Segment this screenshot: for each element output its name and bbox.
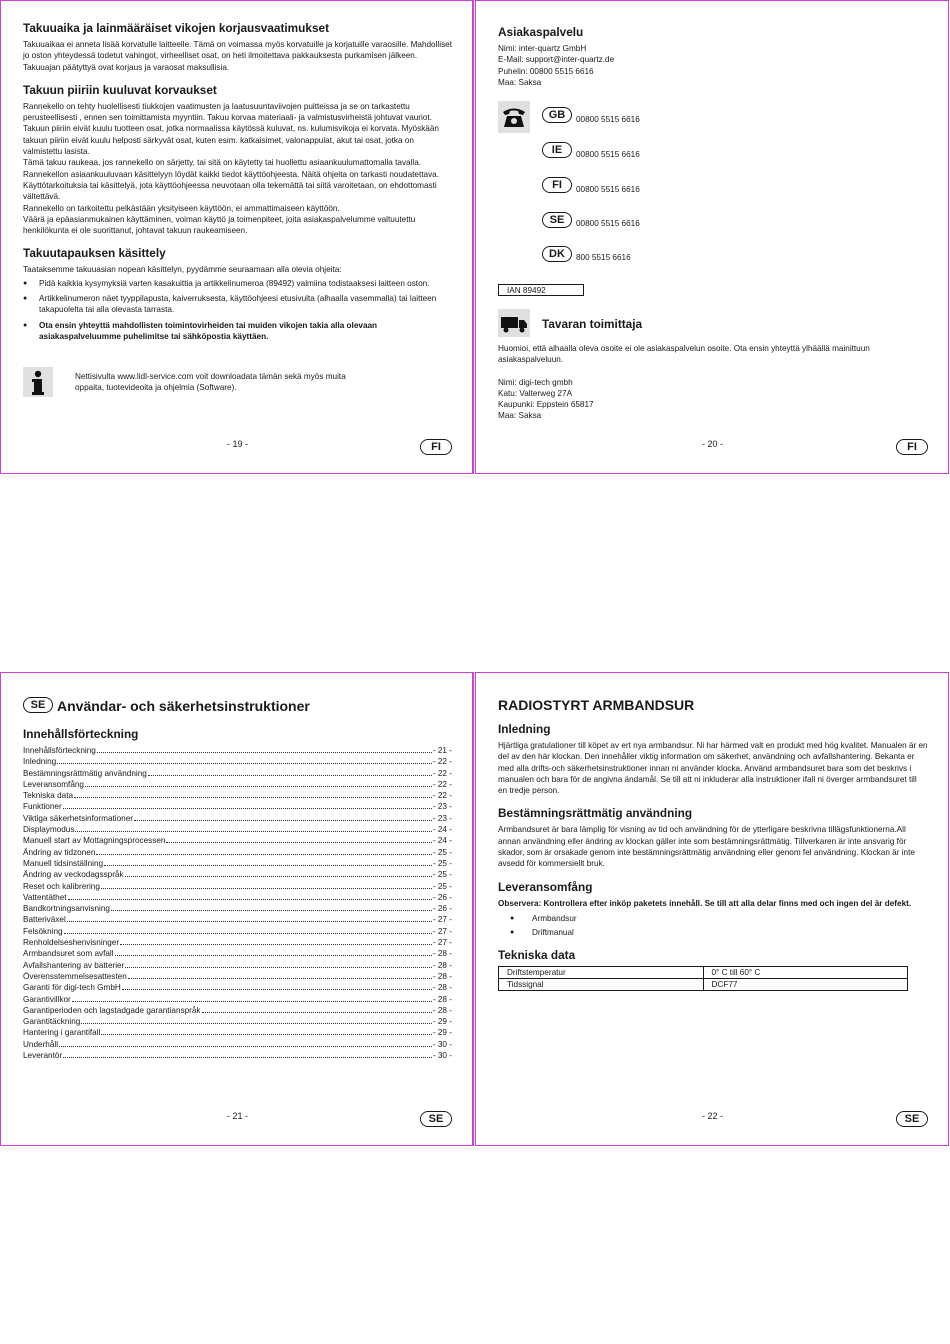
toc-row (23, 971, 452, 982)
bullet-list (23, 278, 452, 342)
phone-number: 00800 5515 6616 (576, 219, 640, 228)
toc-page: - 22 - (432, 791, 452, 801)
toc-row (23, 745, 452, 756)
toc-dots (63, 808, 432, 809)
paragraph: Observera: Kontrollera efter inköp paketets innehåll. Se till att alla delar finns med och ingen del är defekt. (498, 898, 912, 908)
toc-label: Tekniska data (23, 791, 74, 801)
toc-row (23, 926, 452, 937)
toc-dots (74, 797, 432, 798)
toc-row (23, 801, 452, 812)
toc-row (23, 824, 452, 835)
toc-row (23, 1050, 452, 1061)
page-19-content (23, 21, 452, 346)
paragraph: Huomioi, että alhaalla oleva osoite ei ole asiakaspalvelun osoite. Ota ensin yhteyttä ylhäällä mainittuun asiakaspalveluun. (498, 344, 870, 365)
toc-dots (59, 1046, 432, 1047)
toc-row (23, 1016, 452, 1027)
contact-phone: Puhelin: 00800 5515 6616 (498, 66, 594, 76)
toc-row (23, 881, 452, 892)
supplier-content (498, 343, 928, 422)
toc-dots (72, 1001, 432, 1002)
toc-page: - 25 - (432, 847, 452, 857)
toc-dots (125, 967, 432, 968)
page-title: Användar- och säkerhetsinstruktioner (57, 698, 310, 714)
supplier-name: Nimi: digi-tech gmbh (498, 377, 573, 387)
toc-row (23, 937, 452, 948)
toc-page: - 25 - (432, 870, 452, 880)
toc-page: - 23 - (432, 813, 452, 823)
heading-scope-of-delivery: Leveransomfång (498, 879, 593, 894)
paragraph: Takuuaikaa ei anneta lisää korvatulle laitteelle. Tämä on voimassa myös korvatuille ja korjatuille varaosille. Mahdolliset jo oston yhteydessä todetut vahingot, virheelliset osat, on heti ilmoitettava pakkauksesta purkamisen jälkeen. Takuuajan päätyttyä ovat korjaus ja varaosat maksullisia. (23, 40, 452, 72)
phone-number: 00800 5515 6616 (576, 150, 640, 159)
paragraph: Rannekello on tehty huolellisesti tiukkojen vaatimusten ja laatusuuntaviivojen puitteissa ja se on tarkastettu perusteellisesti , ennen sen toimittamista myyntiin. Takuu korvaa materiaali- ja valmistusvirheistä johtuvat vauriot. (23, 101, 432, 123)
toc-row (23, 994, 452, 1005)
toc-page: - 28 - (432, 983, 452, 993)
truck-icon (498, 309, 530, 337)
toc-label: Garanti för digi-tech GmbH (23, 983, 121, 993)
info-text: Nettisivulta www.lidl-service.com voit downloadata tämän sekä myös muita oppaita, tuotevideoita ja ohjelmia (Software). (75, 372, 346, 393)
contact-email: E-Mail: support@inter-quartz.de (498, 55, 615, 65)
toc-row (23, 790, 452, 801)
toc-dots (67, 921, 432, 922)
toc-dots (68, 899, 432, 900)
toc-page: - 25 - (432, 881, 452, 891)
toc-row (23, 869, 452, 880)
paragraph: Rannekello on tarkoitettu pelkästään yksityiseen käyttöön, ei ammattimaiseen käyttöön. (23, 203, 340, 213)
paragraph: Tämä takuu raukeaa, jos rannekello on särjetty, tai sitä on käytetty tai huollettu asiaankuulumattomalla tavalla. (23, 158, 422, 168)
toc-label: Vattentäthet (23, 892, 67, 902)
country-badge: DK (542, 246, 572, 262)
toc-page: - 30 - (432, 1039, 452, 1049)
toc-page: - 22 - (432, 757, 452, 767)
phone-number: 00800 5515 6616 (576, 115, 640, 124)
table-row (499, 978, 908, 990)
toc-page: - 23 - (432, 802, 452, 812)
toc-dots (115, 955, 432, 956)
contact-name: Nimi: inter-quartz GmbH (498, 44, 587, 53)
paragraph: Takuun piiriin eivät kuulu tuotteen osat, jotka normaalissa käytössä kuluvat, ns. kulumisvikoja ei korvata. Myöskään takuun piiriin eivät kuulu helposti särkyvät osat, kuten esim. katkaisimet, valonappulat, akut tai osat, jotka on valmistettu lasista. (23, 124, 439, 157)
toc-dots (63, 1057, 432, 1058)
supplier-city: Kaupunki: Eppstein 65817 (498, 400, 594, 410)
toc-page: - 28 - (432, 949, 452, 959)
toc-dots (122, 989, 432, 990)
toc-label: Reset och kalibrering (23, 881, 100, 891)
phone-number: 800 5515 6616 (576, 253, 631, 262)
language-badge: SE (23, 697, 53, 713)
page-21 (0, 672, 474, 1146)
toc-label: Felsökning (23, 926, 63, 936)
heading-supplier: Tavaran toimittaja (542, 317, 643, 331)
page-20 (475, 0, 949, 474)
toc-label: Ändring av tidzonen (23, 847, 96, 857)
table-cell: Tidssignal (499, 978, 704, 990)
toc-dots (104, 865, 432, 866)
paragraph: Rannekellon asiaankuuluvaan käsittelyyn löydät kaikki tiedot käyttöohjeesta. Näitä ohjeita on tarkasti noudatettava. (23, 169, 439, 179)
toc-row (23, 779, 452, 790)
toc-label: Garantivillkor (23, 994, 71, 1004)
heading-warranty-coverage: Takuun piiriin kuuluvat korvaukset (23, 82, 217, 97)
page-number: - 19 - (227, 439, 249, 449)
table-row (499, 966, 908, 978)
phone-number: 00800 5515 6616 (576, 185, 640, 194)
page-title: RADIOSTYRT ARMBANDSUR (498, 697, 695, 713)
toc-label: Renholdelseshenvisninger (23, 938, 120, 948)
supplier-street: Katu: Valterweg 27A (498, 388, 573, 398)
toc-page: - 28 - (432, 960, 452, 970)
toc-page: - 26 - (432, 904, 452, 914)
ian-box: IAN 89492 (498, 284, 584, 296)
toc-label: Underhåll (23, 1039, 59, 1049)
toc-page: - 24 - (432, 825, 452, 835)
list-item: ● Pidä kaikkia kysymyksiä varten kasakuittia ja artikkelinumeroa (89492) valmiina todistaaksesi laitteen oston. (23, 278, 452, 289)
toc-row (23, 847, 452, 858)
toc-page: - 29 - (432, 1028, 452, 1038)
toc-page: - 27 - (432, 926, 452, 936)
toc-label: Garantitäckning (23, 1017, 81, 1027)
toc-page: - 26 - (432, 892, 452, 902)
page-19 (0, 0, 474, 474)
toc-page: - 30 - (432, 1051, 452, 1061)
toc-dots (85, 786, 432, 787)
toc-page: - 28 - (432, 994, 452, 1004)
toc-row (23, 903, 452, 914)
table-cell: DCF77 (703, 978, 908, 990)
toc-row (23, 835, 452, 846)
toc-row (23, 1027, 452, 1038)
supplier-country: Maa: Saksa (498, 411, 542, 421)
toc-label: Funktioner (23, 802, 62, 812)
toc-label: Bestämningsrättmätig användning (23, 768, 147, 778)
toc-label: Ändring av veckodagsspråk (23, 870, 124, 880)
toc-row (23, 960, 452, 971)
toc-page: - 22 - (432, 768, 452, 778)
toc-dots (125, 876, 432, 877)
toc-dots (81, 1023, 432, 1024)
toc-label: Överensstemmelsesattesten (23, 971, 127, 981)
toc-dots (148, 775, 432, 776)
toc-dots (202, 1012, 432, 1013)
language-badge: SE (420, 1111, 452, 1127)
page-number: - 21 - (227, 1111, 249, 1121)
toc-list (23, 745, 452, 1061)
toc-page: - 22 - (432, 779, 452, 789)
toc-label: Displaymodus (23, 825, 75, 835)
toc-page: - 29 - (432, 1017, 452, 1027)
page-number: - 22 - (702, 1111, 724, 1121)
list-item: ● Armbandsur (498, 913, 928, 924)
toc-dots (120, 944, 432, 945)
toc-label: Leverantör (23, 1051, 63, 1061)
toc-row (23, 1005, 452, 1016)
page-number: - 20 - (702, 439, 724, 449)
toc-page: - 21 - (432, 746, 452, 755)
toc-dots (101, 1034, 432, 1035)
toc-label: Manuell start av Mottagningsprocessen (23, 836, 166, 846)
toc-dots (166, 842, 431, 843)
heading-toc: Innehållsförteckning (23, 727, 139, 741)
country-badge: IE (542, 142, 572, 158)
country-badge: SE (542, 212, 572, 228)
toc-label: Hantering i garantifall (23, 1028, 101, 1038)
table-cell: Driftstemperatur (499, 966, 704, 978)
toc-dots (96, 854, 432, 855)
toc-page: - 27 - (432, 915, 452, 925)
list-item: ● Driftmanual (498, 927, 928, 938)
toc-label: Garantiperioden och lagstadgade garantianspråk (23, 1005, 201, 1015)
toc-page: - 28 - (432, 1005, 452, 1015)
paragraph: Hjärtliga gratulationer till köpet av ert nya armbandsur. Ni har härmed valt en produkt med hög kvalitet. Manualen är en del av den här klockan. Den innehåller viktig information om säkerhet, användning och avfallshantering. Bekanta er med alla drifts-och säkerhetsinstruktioner innan ni använder klocka. Använd armbandsuret bara som det beskrivs i manualen och bara för de angivna ändamål. Se till att ni inkluderar alla instruktioner ifall ni överger armbandsuret till en tredje person. (498, 741, 928, 796)
toc-page: - 28 - (432, 971, 452, 981)
toc-label: Armbandsuret som avfall (23, 949, 114, 959)
language-badge: FI (896, 439, 928, 455)
heading-intended-use: Bestämningsrättmätig användning (498, 806, 693, 821)
paragraph: Väärä ja epäasianmukainen käyttäminen, voiman käyttö ja toimenpiteet, joita asiakaspalvelumme valtuutettu henkilökunta ei ole suorittanut, johtavat takuun raukeamiseen. (23, 214, 416, 236)
toc-row (23, 858, 452, 869)
toc-page: - 24 - (432, 836, 452, 846)
page-22-content (498, 697, 928, 991)
heading-warranty-period: Takuuaika ja lainmääräiset vikojen korjausvaatimukset (23, 21, 329, 35)
toc-label: Bandkortningsanvisning (23, 904, 110, 914)
toc-label: Viktiga säkerhetsinformationer (23, 813, 133, 823)
toc-dots (128, 978, 432, 979)
toc-row (23, 768, 452, 779)
toc-row (23, 1039, 452, 1050)
toc-page: - 27 - (432, 938, 452, 948)
heading-introduction: Inledning (498, 722, 551, 736)
heading-technical-data: Tekniska data (498, 947, 576, 962)
list-item: ● Artikkelinumeron näet tyyppilapusta, kaiverruksesta, käyttöohjeesi etusivulta (alhaalla vasemmalla) tai laitteen takapuolelta tai alla olevasta tarrasta. (23, 293, 452, 316)
country-badge: FI (542, 177, 572, 193)
toc-row (23, 756, 452, 767)
toc-label: Batteriväxel (23, 915, 66, 925)
toc-dots (57, 763, 432, 764)
toc-page: - 25 - (432, 858, 452, 868)
toc-row (23, 982, 452, 993)
paragraph: Taataksemme takuuasian nopean käsittelyn, pyydämme seuraamaan alla olevia ohjeita: (23, 265, 342, 275)
telephone-icon (498, 101, 530, 133)
toc-label: Leveransomfång (23, 779, 84, 789)
toc-dots (134, 820, 432, 821)
paragraph: Armbandsuret är bara lämplig för visning av tid och användning för de ytterligare beskrivna tillägsfunktionerna.All annan användning eller ändring av klockan gäller inte som bestämningsrättmätig. Tillverkaren är inte ansvarig för skador, som är orsakade genom inte bestämningsrättmätig användning eller genom fel användning. Klockan är inte avsedd för kommersiellt bruk. (498, 825, 915, 869)
page-20-content (498, 25, 928, 88)
country-badge: GB (542, 107, 572, 123)
toc-dots (101, 888, 432, 889)
language-badge: FI (420, 439, 452, 455)
toc-row (23, 813, 452, 824)
toc-row (23, 914, 452, 925)
language-badge: SE (896, 1111, 928, 1127)
toc-label: Inledning (23, 757, 57, 767)
technical-data-table (498, 966, 908, 991)
toc-dots (97, 752, 432, 753)
toc-label: Manuell tidsinställning (23, 858, 104, 868)
toc-content (23, 727, 452, 1061)
paragraph: Käyttötarkoituksia tai käsittelyä, jota käyttöohjeessa neuvotaan olla tekemättä tai siitä varoitetaan, on ehdottomasti vältettävä. (23, 180, 437, 202)
toc-row (23, 892, 452, 903)
toc-dots (111, 910, 432, 911)
bullet-list (498, 913, 928, 939)
toc-dots (64, 933, 432, 934)
list-item: ● Ota ensin yhteyttä mahdollisten toimintovirheiden tai muiden vikojen takia alla olevaan asiakaspalveluumme puhelimitse tai sähköpostia käyttäen. (23, 320, 452, 343)
info-icon (23, 367, 53, 397)
toc-row (23, 948, 452, 959)
page-22 (475, 672, 949, 1146)
toc-dots (75, 831, 431, 832)
contact-country: Maa: Saksa (498, 77, 542, 87)
toc-label: Avfallshantering av batterier (23, 960, 125, 970)
toc-label: Innehållsförteckning (23, 746, 96, 755)
table-cell: 0° C till 60° C (703, 966, 908, 978)
heading-warranty-handling: Takuutapauksen käsittely (23, 246, 166, 261)
heading-customer-service: Asiakaspalvelu (498, 25, 584, 39)
